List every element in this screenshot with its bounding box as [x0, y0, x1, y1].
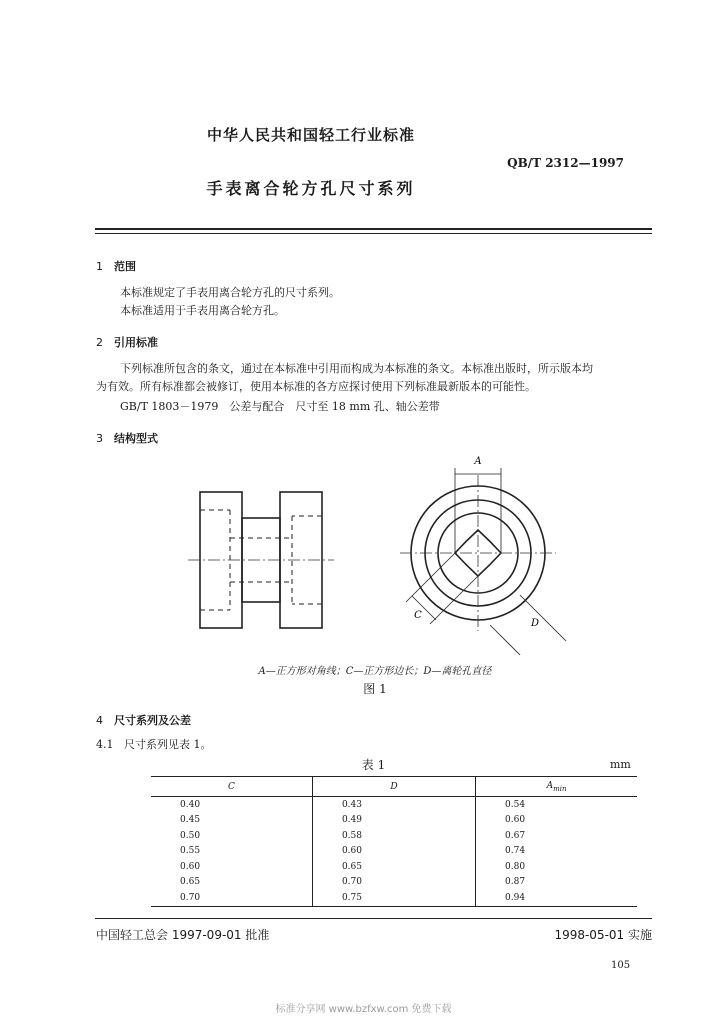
figure-caption: 图 1	[363, 682, 387, 696]
subclause-4-1: 4.1 尺寸系列见表 1。	[96, 738, 212, 751]
table-unit: mm	[610, 758, 631, 771]
table-row: 0.60 0.65 0.80	[151, 859, 637, 875]
table-row: 0.55 0.60 0.74	[151, 844, 637, 860]
figure-legend: A—正方形对角线；C—正方形边长；D—离轮孔直径	[258, 666, 492, 677]
dim-label-c: C	[414, 610, 422, 621]
header-rule-thick	[95, 228, 652, 230]
dim-label-a: A	[474, 456, 482, 467]
referenced-standard: GB/T 1803－1979 公差与配合 尺寸至 18 mm 孔、轴公差带	[120, 400, 440, 413]
section-2-para-2: 为有效。所有标准都会被修订，使用本标准的各方应探讨使用下列标准最新版本的可能性。	[96, 380, 536, 393]
dim-label-d: D	[530, 618, 540, 629]
dimension-lines	[406, 468, 566, 655]
watermark: 标准分享网 www.bzfxw.com 免费下载	[275, 1004, 452, 1015]
section-3-heading: 3 结构型式	[96, 432, 158, 445]
table-row: 0.50 0.58 0.67	[151, 828, 637, 844]
figure-1-drawing	[180, 450, 580, 655]
document-title: 手表离合轮方孔尺寸系列	[206, 179, 416, 198]
section-1-para-2: 本标准适用于手表用离合轮方孔。	[120, 304, 285, 317]
issuing-body: 中华人民共和国轻工行业标准	[206, 126, 415, 144]
table-row: 0.45 0.49 0.60	[151, 813, 637, 829]
col-header-d: D	[312, 777, 475, 797]
table-row: 0.70 0.75 0.94	[151, 890, 637, 906]
approval-line: 中国轻工总会 1997-09-01 批准	[96, 928, 270, 942]
page-number: 105	[611, 960, 631, 971]
table-caption: 表 1	[361, 758, 386, 772]
section-2-para-1: 下列标准所包含的条文，通过在本标准中引用而构成为本标准的条文。本标准出版时，所示版本均	[120, 362, 593, 375]
dimension-table	[151, 776, 637, 907]
col-header-c: C	[151, 777, 312, 797]
footer-rule	[95, 918, 652, 919]
table-row: 0.65 0.70 0.87	[151, 875, 637, 891]
section-4-heading: 4 尺寸系列及公差	[96, 714, 191, 727]
implementation-line: 1998-05-01 实施	[554, 928, 652, 942]
table-row: 0.40 0.43 0.54	[151, 797, 637, 813]
table-header-row	[151, 777, 637, 797]
section-2-heading: 2 引用标准	[96, 336, 158, 349]
header-rule-thin	[95, 233, 652, 234]
col-header-amin: $A_{min}$	[476, 777, 637, 797]
section-1-para-1: 本标准规定了手表用离合轮方孔的尺寸系列。	[120, 286, 340, 299]
standard-code: QB/T 2312—1997	[507, 156, 624, 170]
section-1-heading: 1 范围	[96, 260, 136, 273]
